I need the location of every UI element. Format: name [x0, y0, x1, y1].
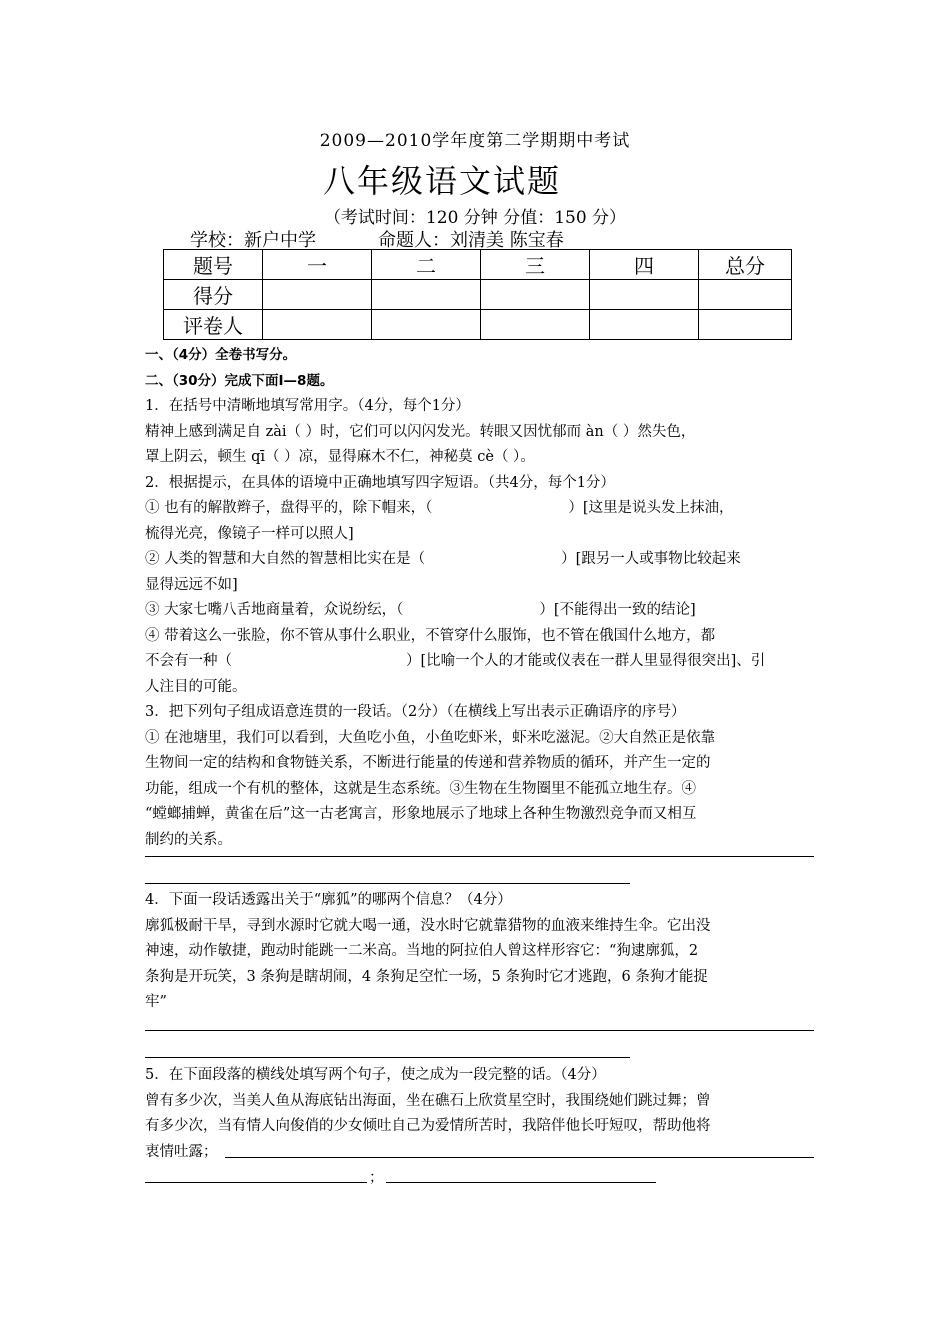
- header-cell-4: 四: [590, 250, 699, 280]
- q3-answer-line-2[interactable]: [145, 883, 630, 884]
- q1-line-1: 精神上感到满足自 zài（ ）时，它们可以闪闪发光。转眼又因忧郁而 àn（ ）然失色，: [145, 423, 696, 440]
- q2-item-3-hint: ）[不能得出一致的结论]: [539, 602, 696, 618]
- q5-line-3: 衷情吐露；: [145, 1143, 218, 1160]
- q2-item-2-text: ② 人类的智慧和大自然的智慧相比实在是（: [145, 551, 426, 567]
- section-1-heading: 一、（4分）全卷书写分。: [145, 347, 297, 363]
- q3-line-5: 制约的关系。: [145, 831, 232, 848]
- q2-item-1-hint: ）[这里是说头发上抹油，: [568, 500, 734, 516]
- q1-stem: 1．在括号中清晰地填写常用字。（4分，每个1分）: [145, 398, 470, 414]
- score-cell[interactable]: [699, 280, 792, 310]
- header-cell-2: 二: [372, 250, 481, 280]
- q2-item-4-text: 不会有一种（: [145, 653, 232, 669]
- grader-cell[interactable]: [699, 310, 792, 340]
- q5-line-2: 有多少次，当有情人向俊俏的少女倾吐自己为爱情所苦时，我陪伴他长吁短叹，帮助他将: [145, 1118, 711, 1134]
- q3-stem: 3．把下列句子组成语意连贯的一段话。（2分）（在横线上写出表示正确语序的序号）: [145, 704, 686, 720]
- q5-answer-line-2[interactable]: [145, 1182, 367, 1183]
- q3-line-4: “螳螂捕蝉，黄雀在后”这一古老寓言，形象地展示了地球上各种生物激烈竞争而又相互: [145, 806, 697, 822]
- score-table: [163, 249, 792, 340]
- q2-stem: 2．根据提示，在具体的语境中正确地填写四字短语。（共4分，每个1分）: [145, 474, 615, 491]
- grader-row: [164, 310, 792, 340]
- header-cell-3: 三: [481, 250, 590, 280]
- score-row: [164, 280, 792, 310]
- score-cell[interactable]: [263, 280, 372, 310]
- q3-line-1: ① 在池塘里，我们可以看到，大鱼吃小鱼，小鱼吃虾米，虾米吃滋泥。②大自然正是依靠: [145, 729, 716, 746]
- q2-item-4: ④ 带着这么一张脸，你不管从事什么职业，不管穿什么服饰，也不管在俄国什么地方，都: [145, 627, 716, 644]
- q2-item-2-hint: ）[跟另一人或事物比较起来: [561, 551, 741, 567]
- q1-line-2: 罩上阴云，顿生 qī（ ）凉，显得麻木不仁，神秘莫 cè（ ）。: [145, 449, 535, 465]
- section-2-heading: 二、（30分）完成下面Ⅰ—8题。: [145, 372, 334, 389]
- q4-line-3: 条狗是开玩笑，3 条狗是瞎胡闹，4 条狗足空忙一场，5 条狗时它才逃跑，6 条狗才能捉: [145, 968, 708, 985]
- q5-line-1: 曾有多少次，当美人鱼从海底钻出海面，坐在礁石上欣赏星空时，我围绕她们跳过舞；曾: [145, 1092, 711, 1109]
- q2-item-2: [145, 547, 815, 573]
- header-cell-total: 总分: [699, 250, 792, 280]
- questions-block-1: [145, 343, 815, 853]
- score-row-label: 得分: [164, 280, 263, 310]
- grader-cell[interactable]: [263, 310, 372, 340]
- q4-line-1: 廓狐极耐干旱，寻到水源时它就大喝一通，没水时它就靠猎物的血液来维持生伞。它出没: [145, 917, 711, 934]
- score-cell[interactable]: [481, 280, 590, 310]
- exam-title: 八年级语文试题: [322, 162, 561, 200]
- grader-cell[interactable]: [372, 310, 481, 340]
- q3-line-2: 生物间一定的结构和食物链关系，不断进行能量的传递和营养物质的循环，并产生一定的: [145, 755, 711, 771]
- score-cell[interactable]: [372, 280, 481, 310]
- q2-item-4-hint: ）[比喻一个人的才能或仪表在一群人里显得很突出]、引: [406, 653, 766, 669]
- exam-subtitle: 2009—2010学年度第二学期期中考试: [319, 131, 631, 151]
- q5-stem: 5．在下面段落的横线处填写两个句子，使之成为一段完整的话。（4分）: [145, 1067, 606, 1083]
- q2-item-1-text: ① 也有的解散辫子，盘得平的，除下帽来，（: [145, 500, 433, 516]
- q2-item-1-cont: 梳得光亮，像镜子一样可以照人]: [145, 525, 354, 542]
- q3-line-3: 功能，组成一个有机的整体，这就是生态系统。③生物在生物圈里不能孤立地生存。④: [145, 780, 696, 797]
- questions-block-3: [145, 1063, 815, 1165]
- questions-block-2: [145, 888, 815, 1016]
- q2-item-4-line-3: 人注目的可能。: [145, 678, 247, 695]
- q4-line-4: 牢”: [145, 994, 167, 1010]
- school-name: 学校：新户中学: [190, 230, 316, 251]
- header-cell-1: 一: [263, 250, 372, 280]
- grader-cell[interactable]: [590, 310, 699, 340]
- q4-answer-line-2[interactable]: [145, 1057, 630, 1058]
- score-table-header-row: [164, 250, 792, 280]
- q2-item-2-cont: 显得远远不如]: [145, 576, 238, 593]
- grader-row-label: 评卷人: [164, 310, 263, 340]
- q2-item-4-line-2: [145, 649, 815, 675]
- exam-time-info: （考试时间：120 分钟 分值：150 分）: [323, 208, 627, 228]
- q4-line-2: 神速，动作敏捷，跑动时能跳一二米高。当地的阿拉伯人曾这样形容它：“狗逮廓狐，2: [145, 943, 699, 959]
- q2-item-3-text: ③ 大家七嘴八舌地商量着，众说纷纭，（: [145, 602, 404, 618]
- q5-semicolon: ；: [369, 1170, 384, 1186]
- q5-answer-line-3[interactable]: [386, 1182, 656, 1183]
- grader-cell[interactable]: [481, 310, 590, 340]
- q2-item-1: [145, 496, 815, 522]
- q4-answer-line-1[interactable]: [145, 1030, 814, 1031]
- q5-answer-line-1[interactable]: [225, 1157, 814, 1158]
- header-cell-number: 题号: [164, 250, 263, 280]
- exam-author: 命题人：刘清美 陈宝春: [378, 230, 564, 251]
- q2-item-3: [145, 598, 815, 624]
- q4-stem: 4．下面一段话透露出关于“廓狐”的哪两个信息？（4分）: [145, 892, 512, 908]
- score-cell[interactable]: [590, 280, 699, 310]
- q3-answer-line-1[interactable]: [145, 856, 814, 857]
